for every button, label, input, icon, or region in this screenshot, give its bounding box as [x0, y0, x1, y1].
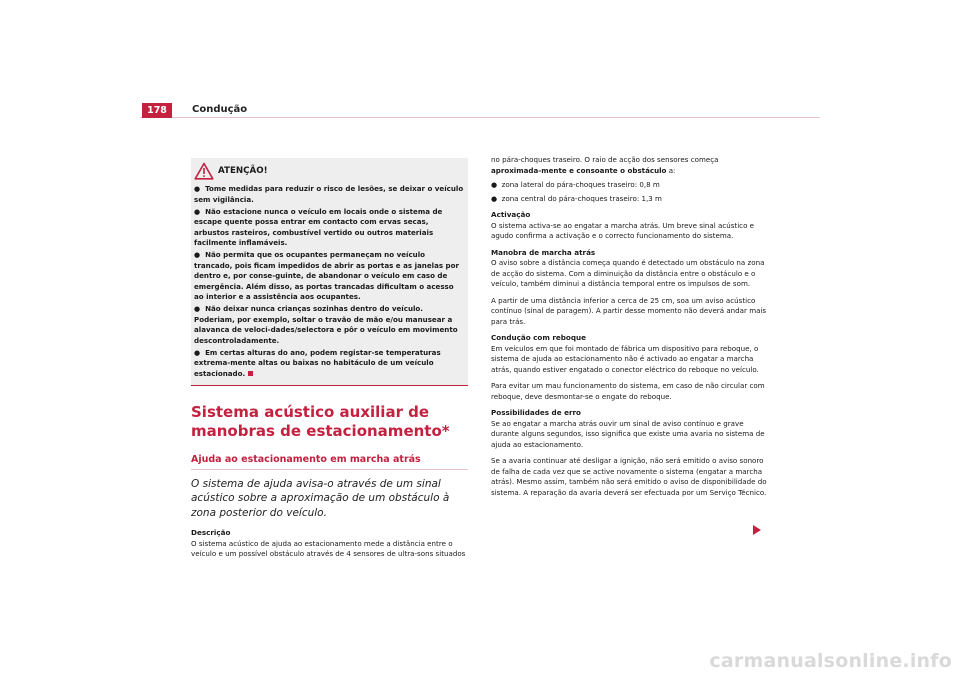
bullet-icon: ● — [194, 305, 201, 313]
sub-title: Ajuda ao estacionamento em marcha atrás — [191, 454, 468, 470]
next-page-arrow-icon[interactable] — [753, 525, 761, 535]
main-title: Sistema acústico auxiliar de manobras de estacionamento* — [191, 402, 450, 440]
erro-text: Se a avaria continuar até desligar a ignição, não será emitido o aviso sonoro de falha de cada vez que se active novamente o sistema (engatar a marcha atrás). Mesmo assim, também não será emitido o aviso de disponibilidade do sistema. A reparação da avaria deverá ser efectuada por um Serviço Técnico. — [491, 456, 767, 497]
page-number: 178 — [142, 103, 172, 118]
continuation-text: no pára-choques traseiro. O raio de acção dos sensores começa aproximada-mente e consoante o obstáculo a: — [491, 155, 719, 175]
left-column — [191, 158, 468, 560]
manobra-heading: Manobra de marcha atrás — [491, 247, 596, 257]
list-item: ● zona central do pára-choques traseiro: 1,3 m — [491, 193, 662, 203]
warning-title: ATENÇÃO! — [218, 166, 268, 176]
warning-item: ● Em certas alturas do ano, podem registar-se temperaturas extrema-mente altas ou baixas no habitáculo de um veículo estacionado. — [194, 347, 441, 378]
manobra-text: A partir de uma distância inferior a cerca de 25 cm, soa um aviso acústico contínuo (sinal de paragem). A partir desse momento não deverá andar mais para trás. — [491, 295, 767, 326]
bullet-icon: ● — [491, 180, 498, 189]
warning-item: ● Não estacione nunca o veículo em locais onde o sistema de escape quente possa entrar em contacto com ervas secas, arbustos rasteiros, combustível vertido ou outros materiais facilmente inflamáveis. — [194, 206, 443, 247]
bullet-icon: ● — [194, 185, 201, 193]
warning-item: ● Tome medidas para reduzir o risco de lesões, se deixar o veículo sem vigilância. — [194, 184, 464, 204]
erro-text: Se ao engatar a marcha atrás ouvir um sinal de aviso contínuo e grave durante alguns segundos, isso significa que existe uma avaria no sistema de ajuda ao estacionamento. — [491, 418, 765, 449]
warning-header — [194, 162, 464, 180]
warning-box — [191, 158, 468, 386]
descricao-heading: Descrição — [191, 528, 231, 537]
erro-heading: Possibilidades de erro — [491, 408, 581, 417]
reboque-heading: Condução com reboque — [491, 333, 586, 342]
list-item: ● zona lateral do pára-choques traseiro: 0,8 m — [491, 179, 660, 189]
reboque-text: Para evitar um mau funcionamento do sistema, em caso de não circular com reboque, deve desmontar-se o engate do reboque. — [491, 381, 765, 401]
descricao-text: O sistema acústico de ajuda ao estacionamento mede a distância entre o veículo e um possível obstáculo através de 4 sensores de ultra-sons situados — [191, 538, 466, 558]
activacao-heading: Activação — [491, 210, 531, 219]
reboque-text: Em veículos em que foi montado de fábrica um dispositivo para reboque, o sistema de ajuda ao estacionamento não é activado ao engatar a marcha atrás, quando estiver engatado o conector eléctrico do reboque no veículo. — [491, 343, 759, 374]
bullet-icon: ● — [194, 207, 201, 216]
watermark: carmanualsonline.info — [709, 650, 952, 672]
bullet-icon: ● — [194, 348, 201, 357]
activacao-text: O sistema activa-se ao engatar a marcha atrás. Um breve sinal acústico e agudo confirma a activação e o correcto funcionamento do sistema. — [491, 220, 755, 240]
end-of-section-icon — [248, 371, 253, 376]
right-column — [491, 155, 769, 498]
warning-triangle-icon — [194, 162, 214, 180]
warning-item: ● Não deixar nunca crianças sozinhas dentro do veículo. Poderiam, por exemplo, soltar o travão de mão e/ou manusear a alavanca de veloci-dades/selectora e pôr o veículo em movimento descontroladamente. — [194, 304, 458, 345]
manobra-text: O aviso sobre a distância começa quando é detectado um obstáculo na zona de acção do sistema. Com a diminuição da distância entre o obstáculo e o veículo, também diminui a distância temporal entre os impulsos de som. — [491, 258, 765, 288]
bullet-icon: ● — [491, 194, 498, 203]
header-rule — [140, 117, 820, 118]
warning-item: ● Não permita que os ocupantes permaneçam no veículo trancado, pois ficam impedidos de abrir as portas e as janelas por dentro e, por conse-guinte, de abandonar o veículo em caso de emergência. Além disso, as portas trancadas dificultam o acesso ao interior e a assistência aos ocupantes. — [194, 250, 460, 301]
intro-text: O sistema de ajuda avisa-o através de um sinal acústico sobre a aproximação de um obstáculo à zona posterior do veículo. — [191, 477, 450, 519]
bullet-icon: ● — [194, 251, 201, 259]
section-header: Condução — [192, 104, 248, 115]
